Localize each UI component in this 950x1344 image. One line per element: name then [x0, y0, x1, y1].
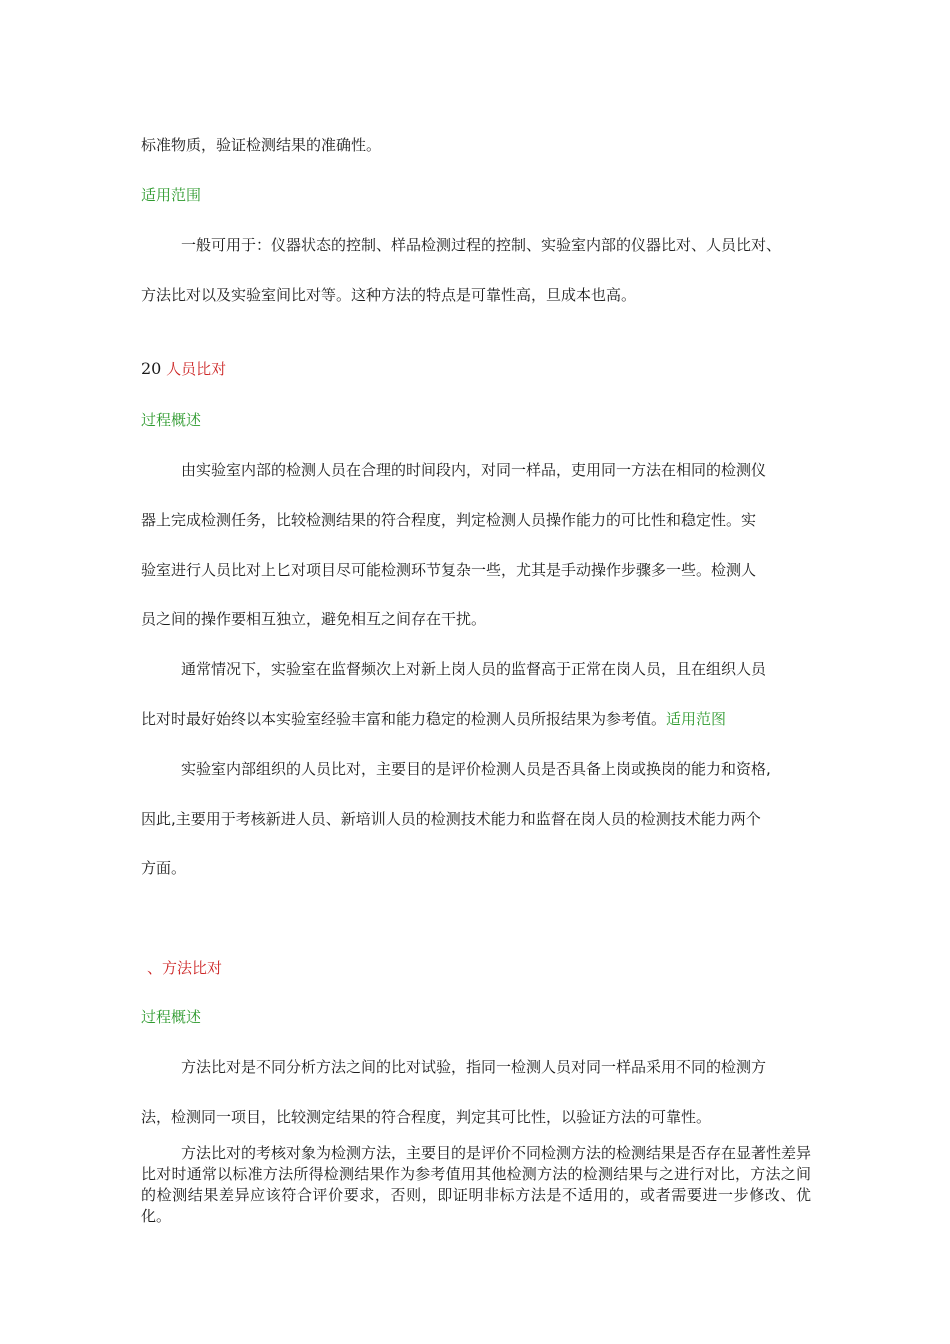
subheading-overview: 过程概述 — [141, 411, 202, 429]
paragraph-line: 一般可用于：仪器状态的控制、样品检测过程的控制、实验室内部的仪器比对、人员比对、 — [181, 236, 782, 254]
paragraph-line: 实验室内部组织的人员比对，主要目的是评价检测人员是否具备上岗或换岗的能力和资格, — [181, 760, 771, 778]
paragraph-line: 方面。 — [141, 859, 187, 877]
paragraph-line: 方法比对以及实验室间比对等。这种方法的特点是可靠性高，旦成本也高。 — [141, 286, 637, 304]
paragraph-line: 验室进行人员比对上匕对项目尽可能检测环节复杂一些，尤其是手动操作步骤多一些。检测人 — [141, 561, 757, 579]
section-number: 20 — [141, 359, 162, 378]
subheading-scope: 适用范围 — [141, 186, 202, 204]
section-title: 人员比对 — [166, 360, 227, 378]
paragraph-line: 器上完成检测任务，比较检测结果的符合程度，判定检测人员操作能力的可比性和稳定性。实 — [141, 511, 757, 529]
paragraph-line: 由实验室内部的检测人员在合理的时间段内，对同一样品，吏用同一方法在相同的检测仪 — [181, 461, 767, 479]
paragraph-line — [141, 708, 726, 730]
paragraph-line: 标准物质，验证检测结果的准确性。 — [141, 136, 382, 154]
paragraph-line: 通常情况下，实验室在监督频次上对新上岗人员的监督高于正常在岗人员，且在组织人员 — [181, 660, 767, 678]
paragraph-dense: 方法比对的考核对象为检测方法，主要目的是评价不同检测方法的检测结果是否存在显著性差异比对时通常以标准方法所得检测结果作为参考值用其他检测方法的检测结果与之进行对比，方法之间的检测结果差异应该符合评价要求，否则，即证明非标方法是不适用的，或者需要进一步修改、优化。 — [141, 1144, 812, 1225]
subheading-overview: 过程概述 — [141, 1008, 202, 1026]
section-heading-method: 、方法比对 — [147, 959, 223, 977]
paragraph-line: 员之间的操作要相互独立，避免相互之间存在干扰。 — [141, 610, 487, 628]
paragraph-line: 因此,主要用于考核新进人员、新培训人员的检测技术能力和监督在岗人员的检测技术能力两个 — [141, 810, 761, 828]
subheading-scope-inline: 适用范图 — [666, 710, 727, 728]
paragraph-line: 法，检测同一项目，比较测定结果的符合程度，判定其可比性，以验证方法的可靠性。 — [141, 1108, 712, 1126]
paragraph-line: 方法比对是不同分析方法之间的比对试验，指同一检测人员对同一样品采用不同的检测方 — [181, 1058, 767, 1076]
paragraph-text: 比对时最好始终以本实验室经验丰富和能力稳定的检测人员所报结果为参考值。 — [141, 710, 667, 728]
section-heading-personnel — [141, 358, 226, 380]
